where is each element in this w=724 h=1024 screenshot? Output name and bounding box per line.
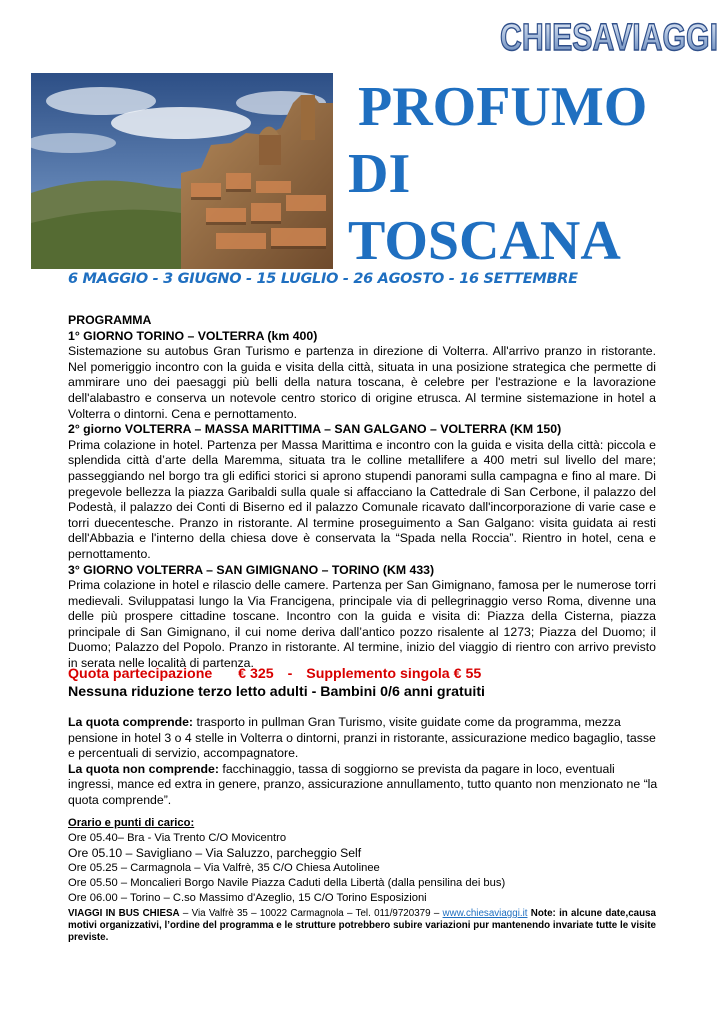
day-2-title: 2° giorno VOLTERRA – MASSA MARITTIMA – SAN GALGANO – VOLTERRA (KM 150) bbox=[68, 422, 562, 437]
pickup-heading: Orario e punti di carico: bbox=[68, 817, 195, 829]
price-amount: € 325 bbox=[238, 666, 274, 682]
footer-address: – Via Valfrè 35 – 10022 Carmagnola – Tel. 011/9720379 – bbox=[179, 908, 443, 919]
footer bbox=[68, 908, 656, 945]
headline-line-1: PROFUMO bbox=[358, 76, 648, 138]
volterra-photo bbox=[31, 73, 333, 269]
includes-paragraph bbox=[68, 715, 658, 762]
price-line bbox=[68, 665, 688, 683]
pickup-item: Ore 05.40– Bra - Via Trento C/O Movicentro bbox=[68, 832, 287, 844]
includes-label: La quota comprende: bbox=[68, 715, 194, 729]
day-1-text: Sistemazione su autobus Gran Turismo e partenza in direzione di Volterra. All'arrivo pranzo in ristorante. Nel pomeriggio incontro con la guida e visita della città, situata in una posizione strategica che permette di ammirare uno dei paesaggi più belli della natura toscana, è celebre per l'estrazione e la lavorazione dell'alabastro e conserva un notevole centro storico di origine etrusca. Al termine sistemazione in hotel a Volterra o dintorni. Cena e pernottamento. bbox=[68, 344, 656, 421]
pickup-points bbox=[68, 816, 658, 906]
includes-text: trasporto in pullman Gran Turismo, visite guidate come da programma, mezza pensione in hotel 3 o 4 stelle in Volterra o dintorni, pranzi in ristorante, assicurazione medico bagaglio, tasse e percentuali di servizio, accompagnatore. bbox=[68, 715, 656, 761]
pickup-item: Ore 05.50 – Moncalieri Borgo Navile Piazza Caduti della Libertà (dalla pensilina dei bus) bbox=[68, 877, 506, 889]
price-reductions: Nessuna riduzione terzo letto adulti - Bambini 0/6 anni gratuiti bbox=[68, 684, 486, 700]
svg-text:CHIESAVIAGGI: CHIESAVIAGGI bbox=[500, 17, 718, 58]
chiesaviaggi-logo bbox=[498, 14, 720, 58]
program bbox=[68, 313, 656, 672]
departure-dates: 6 MAGGIO - 3 GIUGNO - 15 LUGLIO - 26 AGOSTO - 16 SETTEMBRE bbox=[68, 271, 578, 287]
footer-company: VIAGGI IN BUS CHIESA bbox=[68, 908, 180, 919]
program-heading: PROGRAMMA bbox=[68, 313, 152, 327]
day-2-text: Prima colazione in hotel. Partenza per Massa Marittima e incontro con la guida e visita della città: piccola e splendida città d’arte della Maremma, situata tra le colline metallifere a 400 metri sul livello del mare; passeggiando nel borgo tra gli edifici storici si aprono stupendi panorami sulla campagna e fino al mare. Di pregevole bellezza la piazza Garibaldi sulla quale si affacciano la Cattedrale di San Cerbone, il palazzo del Podestà, il palazzo dei Conti di Biserno ed il palazzo Comunale ricavato dall'incorporazione di varie case e torri duecentesche. Pranzo in ristorante. Al termine proseguimento a San Galgano: visita guidata ai resti dell'Abbazia e l'interno della chiesa dove è conservata la “Spada nella Roccia”. Rientro in hotel, cena e pernottamento. bbox=[68, 437, 656, 561]
excludes-label: La quota non comprende: bbox=[68, 761, 219, 776]
price-separator: - bbox=[287, 666, 293, 682]
day-1-title: 1° GIORNO TORINO – VOLTERRA (km 400) bbox=[68, 328, 318, 343]
headline bbox=[348, 74, 678, 275]
pickup-item: Ore 05.25 – Carmagnola – Via Valfrè, 35 C/O Chiesa Autolinee bbox=[68, 862, 380, 874]
day-3-title: 3° GIORNO VOLTERRA – SAN GIMIGNANO – TORINO (KM 433) bbox=[68, 562, 435, 577]
headline-line-3: TOSCANA bbox=[348, 210, 621, 272]
footer-website-link[interactable]: www.chiesaviaggi.it bbox=[442, 908, 528, 919]
price-supplement: Supplemento singola € 55 bbox=[306, 666, 482, 682]
excludes-text: facchinaggio, tassa di soggiorno se prevista da pagare in loco, eventuali ingressi, mance ed extra in genere, pranzo, assicurazione annullamento, tutto quanto non menzionato ne “la quota comprende”. bbox=[68, 761, 658, 807]
footer-note: Note: in alcune date,causa motivi organizzativi, l’ordine del programma e le strutture potrebbero subire variazioni pur mantenendo invariate tutte le visite previste. bbox=[68, 908, 656, 944]
pickup-item: Ore 05.10 – Savigliano – Via Saluzzo, parcheggio Self bbox=[68, 846, 362, 860]
pickup-item: Ore 06.00 – Torino – C.so Massimo d'Azeglio, 15 C/O Torino Esposizioni bbox=[68, 892, 427, 904]
excludes-paragraph bbox=[68, 762, 658, 809]
quota-details bbox=[68, 715, 658, 809]
price-label: Quota partecipazione bbox=[68, 666, 213, 682]
price-block bbox=[68, 665, 688, 701]
headline-line-2: DI bbox=[348, 143, 411, 205]
day-3-text: Prima colazione in hotel e rilascio delle camere. Partenza per San Gimignano, famosa per le numerose torri medievali. Sviluppatasi lungo la Via Francigena, principale via di pellegrinaggio verso Roma, divenne una delle più prospere cittadine toscane. Incontro con la guida e visita di: Piazza della Cisterna, piazza principale di San Gimignano, il cui nome deriva dall’antico pozzo risalente al 1273; Piazza del Duomo; il Duomo; Palazzo del Popolo. Pranzo in ristorante. Al termine, inizio del viaggio di rientro con arrivo previsto in serata nelle località di partenza. bbox=[68, 578, 656, 671]
